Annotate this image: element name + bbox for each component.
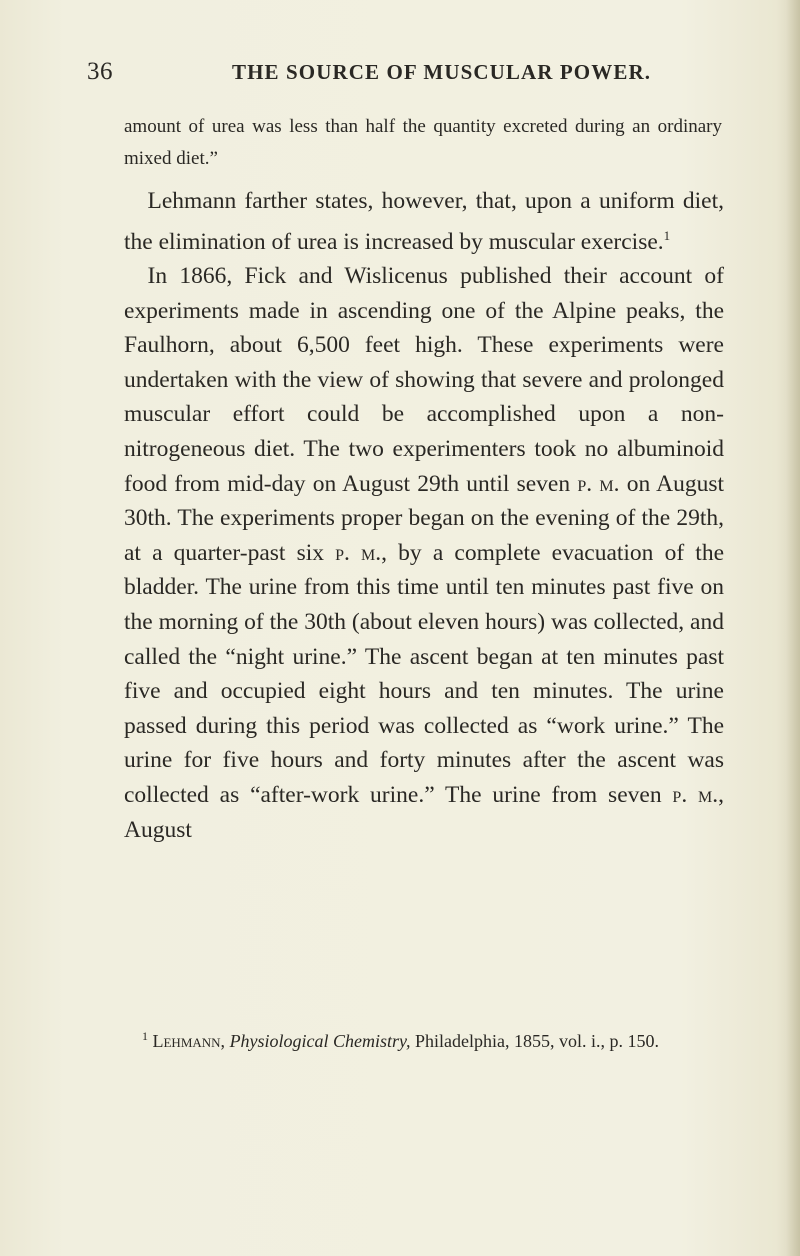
page-edge-shadow [786, 0, 800, 1256]
footnote [124, 1022, 724, 1055]
paragraph-text-part4: August [124, 816, 192, 843]
time-pm-2: p. m., [335, 539, 388, 566]
paragraph-text-part3: by a complete evacuation of the bladder. The urine from this time until ten minutes past five on the morning of the 30th (about eleven hours) was collected, and called the “night urine.” The ascent began at ten minutes past five and occupied eight hours and ten minutes. The urine passed during this period was collected as “work urine.” The urine for five hours and forty minutes after the ascent was collected as “after-work urine.” The urine from seven [124, 539, 724, 808]
footnote-author: Lehmann, [152, 1031, 226, 1051]
body-text [124, 184, 724, 847]
running-head [0, 58, 800, 88]
page-number: 36 [87, 58, 113, 85]
paragraph-lehmann-text: Lehmann farther states, however, that, upon a uniform diet, the elimination of urea is increased by muscular exercise. [124, 188, 724, 255]
footnote-reference: 1 [663, 227, 671, 243]
time-pm-1: p. m. [577, 470, 620, 497]
quote-text: amount of urea was less than half the quantity excreted during an ordinary mixed diet.” [124, 116, 722, 169]
paragraph-fick-wislicenus [124, 259, 724, 847]
paragraph-text-part2: on August 30th. The experiments proper began on the evening of the 29th, at a quarter-past six [124, 470, 725, 566]
paragraph-lehmann [124, 184, 724, 259]
footnote-marker: 1 [142, 1029, 148, 1043]
paragraph-text-part1: In 1866, Fick and Wislicenus published their account of experiments made in ascending one of the Alpine peaks, the Faulhorn, about 6,500 feet high. These experiments were undertaken with the view of showing that severe and prolonged muscular effort could be accomplished upon a non-nitrogeneous diet. The two experimenters took no albuminoid food from mid-day on August 29th until seven [124, 263, 724, 497]
time-pm-3: p. m., [672, 781, 725, 808]
footnote-citation: Philadelphia, 1855, vol. i., p. 150. [415, 1031, 660, 1051]
quote-continuation [124, 111, 722, 175]
running-title: THE SOURCE OF MUSCULAR POWER. [232, 60, 652, 84]
footnote-title: Physiological Chemistry, [229, 1031, 411, 1051]
